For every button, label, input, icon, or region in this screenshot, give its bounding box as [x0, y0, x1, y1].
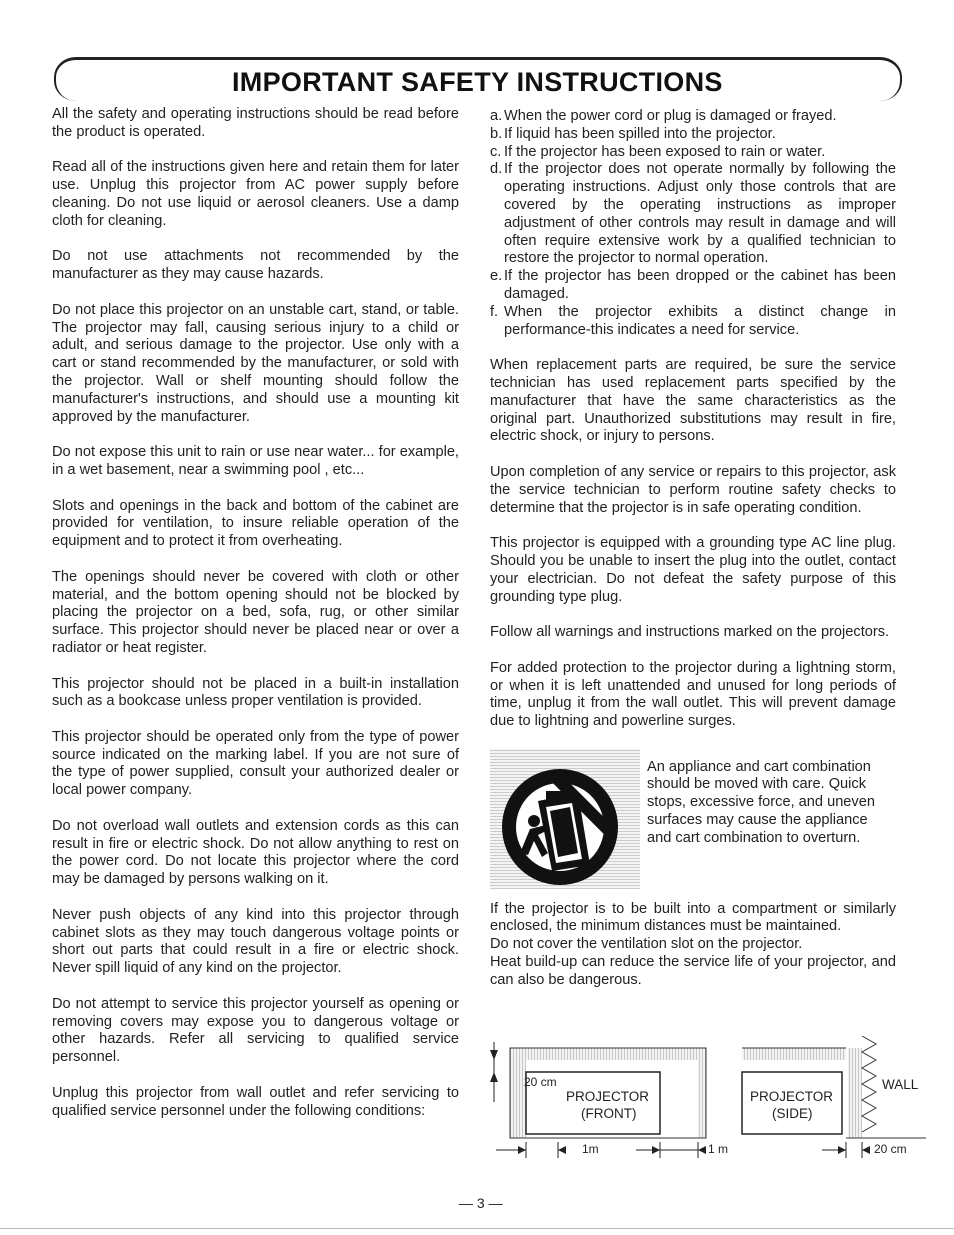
list-item [490, 144, 896, 162]
dimension-label: 20 cm [874, 1142, 907, 1156]
list-text: If the projector has been exposed to rain or water. [504, 143, 826, 160]
list-letter: c. [490, 143, 502, 160]
paragraph: Do not overload wall outlets and extension cords as this can result in fire or electric shock. Do not allow anything to rest on the power cord. Do not locate this projector where the cord may be damaged by persons walking on it. [52, 817, 459, 888]
list-letter: a. [490, 108, 503, 124]
list-item [490, 304, 896, 340]
dimension-label: 1 m [708, 1142, 729, 1156]
right-column [490, 108, 896, 990]
side-label: PROJECTOR [750, 1089, 834, 1104]
paragraph: For added protection to the projector during a lightning storm, or when it is left unattended and unused for long periods of time, unplug it from the wall outlet. This will prevent damage due to lightning and powerline surges. [490, 659, 896, 730]
list-letter: e. [490, 268, 503, 285]
paragraph: Never push objects of any kind into this projector through cabinet slots as they may touch dangerous voltage points or short out parts that could result in a fire or electric shock. Never spill liquid of any kind on the projector. [52, 906, 459, 977]
paragraph: This projector is equipped with a grounding type AC line plug. Should you be unable to insert the plug into the outlet, contact your electrician. Do not defeat the safety purpose of this grounding type plug. [490, 535, 896, 605]
front-sublabel: (FRONT) [581, 1106, 637, 1121]
cart-warning-text: An appliance and cart combination should be moved with care. Quick stops, excessive force, and uneven surfaces may cause the appliance and cart combination to overturn. [647, 758, 875, 846]
paragraph: Do not place this projector on an unstable cart, stand, or table. The projector may fall, causing serious injury to a child or adult, and serious damage to the projector. Use only with a cart or stand recommended by the manufacturer, or sold with the projector. Wall or shelf mounting should follow the manufacturer's instructions, and should use a mounting kit approved by the manufacturer. [52, 301, 459, 425]
page-number: — 3 — [459, 1195, 503, 1211]
paragraph: Read all of the instructions given here and retain them for later use. Unplug this projector from AC power supply before cleaning. Do not use liquid or aerosol cleaners. Use a damp cloth for cleaning. [52, 159, 459, 229]
left-column [52, 106, 459, 1138]
conditions-list [490, 108, 896, 339]
paragraph: Heat build-up can reduce the service life of your projector, and can also be dangerous. [490, 954, 896, 988]
paragraph: Do not attempt to service this projector yourself as opening or removing covers may expose you to dangerous voltage or other hazards. Refer all servicing to qualified service personnel. [52, 995, 459, 1066]
paragraph: When replacement parts are required, be sure the service technician has used replacement parts specified by the manufacturer that have the same characteristics as the original part. Unauthorized substitutions may result in fire, electric shock, or injury to persons. [490, 357, 896, 445]
front-label: PROJECTOR [566, 1089, 650, 1104]
paragraph: All the safety and operating instructions should be read before the product is operated. [52, 106, 459, 140]
paragraph: Do not cover the ventilation slot on the projector. [490, 936, 803, 953]
list-text: If the projector has been dropped or the cabinet has been damaged. [504, 268, 896, 302]
list-letter: b. [490, 125, 503, 142]
scan-edge-line [0, 1228, 954, 1229]
paragraph: Upon completion of any service or repairs to this projector, ask the service technician to perform routine safety checks to determine that the projector is in safe operating condition. [490, 463, 896, 516]
wall-label: WALL [882, 1077, 919, 1092]
paragraph: Unplug this projector from wall outlet and refer servicing to qualified service personnel under the following conditions: [52, 1084, 459, 1119]
page-title: IMPORTANT SAFETY INSTRUCTIONS [232, 67, 723, 97]
list-text: When the power cord or plug is damaged or frayed. [504, 108, 837, 124]
list-letter: d. [490, 161, 503, 178]
dimension-label: 1m [582, 1142, 599, 1156]
paragraph: If the projector is to be built into a compartment or similarly enclosed, the minimum distances must be maintained. [490, 900, 896, 935]
paragraph: Do not use attachments not recommended by the manufacturer as they may cause hazards. [52, 248, 459, 283]
list-letter: f. [490, 303, 499, 320]
paragraph: Slots and openings in the back and bottom of the cabinet are provided for ventilation, to insure reliable operation of the equipment and to protect it from overheating. [52, 497, 459, 550]
dimension-label: 20 cm [524, 1075, 557, 1089]
side-sublabel: (SIDE) [772, 1106, 813, 1121]
list-text: If liquid has been spilled into the projector. [504, 125, 776, 142]
clearance-diagram [486, 1036, 926, 1166]
paragraph: This projector should be operated only from the type of power source indicated on the marking label. If you are not sure of the type of power supplied, consult your authorized dealer or local power company. [52, 728, 459, 799]
cart-warning [490, 749, 896, 889]
list-item [490, 268, 896, 304]
cart-tip-warning-icon [490, 749, 640, 889]
list-text: If the projector does not operate normally by following the operating instructions. Adjust only those controls that are covered by the operating instructions as improper adjustment of other controls may result in damage and will often require extensive work by a qualified technician to restore the projector to normal operation. [504, 161, 896, 267]
title-frame [54, 57, 902, 101]
paragraph: Do not expose this unit to rain or use near water... for example, in a wet basement, near a swimming pool , etc... [52, 444, 459, 478]
built-in-notes [490, 901, 896, 990]
list-item [490, 161, 896, 268]
paragraph: This projector should not be placed in a built-in installation such as a bookcase unless proper ventilation is provided. [52, 675, 459, 710]
list-item [490, 108, 896, 126]
list-text: When the projector exhibits a distinct change in performance-this indicates a need for service. [504, 303, 896, 338]
list-item [490, 126, 896, 144]
paragraph: The openings should never be covered with cloth or other material, and the bottom opening should not be blocked by placing the projector on a bed, sofa, rug, or other similar surface. This projector should never be placed near or over a radiator or heat register. [52, 568, 459, 656]
paragraph: Follow all warnings and instructions marked on the projectors. [490, 624, 890, 641]
